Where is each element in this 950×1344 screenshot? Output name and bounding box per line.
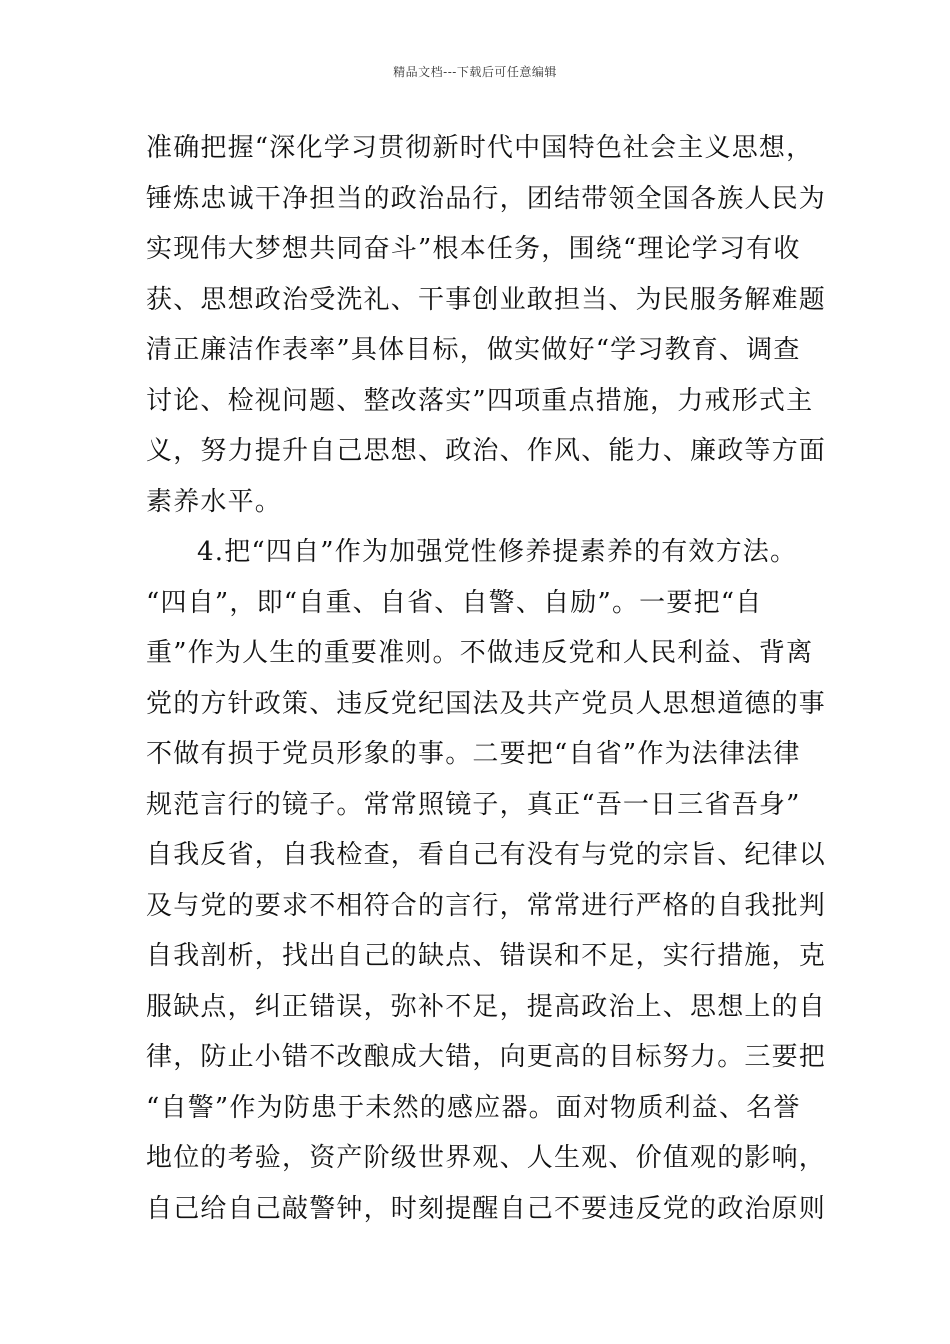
paragraph-2-line-6: 规范言行的镜子。常常照镜子，真正“吾一日三省吾身” <box>146 790 801 820</box>
paragraph-2-line-5: 不做有损于党员形象的事。二要把“自省”作为法律法律 <box>146 739 801 769</box>
paragraph-1-line-2: 锤炼忠诚干净担当的政治品行，团结带领全国各族人民为 <box>146 184 827 214</box>
page-header: 精品文档---下载后可任意编辑 <box>393 65 557 79</box>
paragraph-2-line-9: 自我剖析，找出自己的缺点、错误和不足，实行措施，克 <box>146 941 827 971</box>
paragraph-1-line-1: 准确把握“深化学习贯彻新时代中国特色社会主义思想， <box>146 133 814 163</box>
paragraph-1-line-4: 获、思想政治受洗礼、干事创业敢担当、为民服务解难题 <box>146 285 827 315</box>
paragraph-2-line-8: 及与党的要求不相符合的言行，常常进行严格的自我批判 <box>146 891 827 921</box>
paragraph-2-line-4: 党的方针政策、违反党纪国法及共产党员人思想道德的事 <box>146 689 827 719</box>
paragraph-2-line-11: 律，防止小错不改酿成大错，向更高的目标努力。三要把 <box>146 1042 827 1072</box>
paragraph-1-line-5: 清正廉洁作表率”具体目标，做实做好“学习教育、调查 <box>146 335 801 365</box>
paragraph-2-line-14: 自己给自己敲警钟，时刻提醒自己不要违反党的政治原则 <box>146 1194 827 1224</box>
paragraph-2-line-10: 服缺点，纠正错误，弥补不足，提高政治上、思想上的自 <box>146 992 827 1022</box>
paragraph-1-line-6: 讨论、检视问题、整改落实”四项重点措施，力戒形式主 <box>146 386 814 416</box>
paragraph-1-line-8: 素养水平。 <box>146 487 283 517</box>
paragraph-2-line-1: 4.把“四自”作为加强党性修养提素养的有效方法。 <box>197 537 798 567</box>
paragraph-2-line-13: 地位的考验，资产阶级世界观、人生观、价值观的影响， <box>146 1143 827 1173</box>
paragraph-2-line-7: 自我反省，自我检查，看自己有没有与党的宗旨、纪律以 <box>146 840 827 870</box>
paragraph-1-line-3: 实现伟大梦想共同奋斗”根本任务，围绕“理论学习有收 <box>146 234 801 264</box>
paragraph-2-line-12: “自警”作为防患于未然的感应器。面对物质利益、名誉 <box>146 1093 801 1123</box>
paragraph-2-line-3: 重”作为人生的重要准则。不做违反党和人民利益、背离 <box>146 638 814 668</box>
paragraph-2-line-2: “四自”，即“自重、自省、自警、自励”。一要把“自 <box>146 588 763 618</box>
paragraph-1-line-7: 义，努力提升自己思想、政治、作风、能力、廉政等方面 <box>146 436 827 466</box>
